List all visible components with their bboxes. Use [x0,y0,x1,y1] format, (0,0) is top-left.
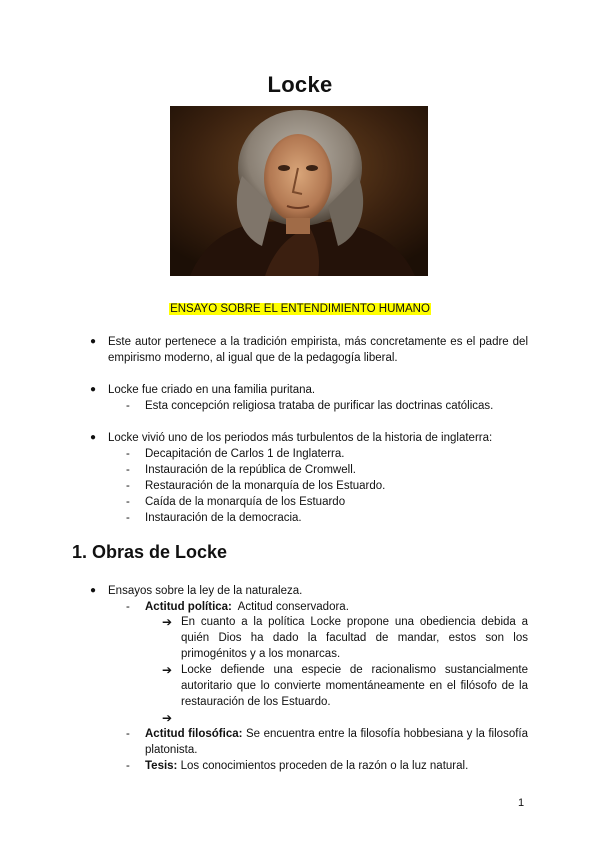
history-item: Caída de la monarquía de los Estuardo [145,496,346,508]
philosophical-attitude-label: Actitud filosófica: [145,728,243,740]
subtitle-line [0,302,600,316]
thesis-label: Tesis: [145,760,178,772]
works-bullet: Ensayos sobre la ley de la naturaleza. [108,585,303,597]
intro-sub-item: Esta concepción religiosa trataba de purificar las doctrinas católicas. [145,400,494,412]
intro-bullet-1: Este autor pertenece a la tradición empirista, más concretamente es el padre del empirismo moderno, al igual que de la pedagogía liberal. [108,336,528,364]
dash-marker: - [126,400,130,412]
philosophical-attitude [145,726,528,758]
dash-marker: - [126,496,130,508]
history-item: Restauración de la monarquía de los Estuardo. [145,480,386,492]
dash-marker: - [126,601,130,613]
political-arrow-item: En cuanto a la política Locke propone una obediencia debida a quién Dios ha dado la facultad de mandar, estos son los primogénitos y a los monarcas. [181,616,528,660]
portrait-image [170,106,428,276]
history-item: Decapitación de Carlos 1 de Inglaterra. [145,448,345,460]
political-attitude [145,599,528,615]
bullet-dot: ● [90,585,97,596]
political-attitude-text: Actitud conservadora. [237,601,349,613]
history-item: Instauración de la república de Cromwell. [145,464,356,476]
dash-marker: - [126,480,130,492]
history-item: Instauración de la democracia. [145,512,302,524]
political-attitude-label: Actitud política: [145,601,232,613]
intro-bullet-3: Locke vivió uno de los periodos más turbulentos de la historia de inglaterra: [108,432,493,444]
dash-marker: - [126,464,130,476]
document-title: Locke [267,72,333,97]
political-arrow-item: Locke defiende una especie de racionalismo sustancialmente autoritario que lo convierte momentáneamente en el filósofo de la restauración de los Estuardo. [181,664,528,708]
arrow-right-icon: ➔ [162,663,173,677]
portrait-illustration [170,106,428,276]
bullet-dot: ● [90,336,97,347]
philosophical-attitude-text: Se encuentra entre la filosofía hobbesiana y la filosofía platonista. [145,728,528,756]
highlighted-subtitle: ENSAYO SOBRE EL ENTENDIMIENTO HUMANO [170,303,430,315]
arrow-right-icon: ➔ [162,615,173,629]
page-number: 1 [518,797,525,809]
arrow-right-icon: ➔ [162,711,173,725]
section-heading: 1. Obras de Locke [72,542,228,562]
dash-marker: - [126,760,130,772]
dash-marker: - [126,448,130,460]
dash-marker: - [126,728,130,740]
dash-marker: - [126,512,130,524]
bullet-dot: ● [90,432,97,443]
bullet-dot: ● [90,384,97,395]
thesis [145,758,528,774]
intro-bullet-2: Locke fue criado en una familia puritana. [108,384,316,396]
thesis-text: Los conocimientos proceden de la razón o la luz natural. [180,760,469,772]
